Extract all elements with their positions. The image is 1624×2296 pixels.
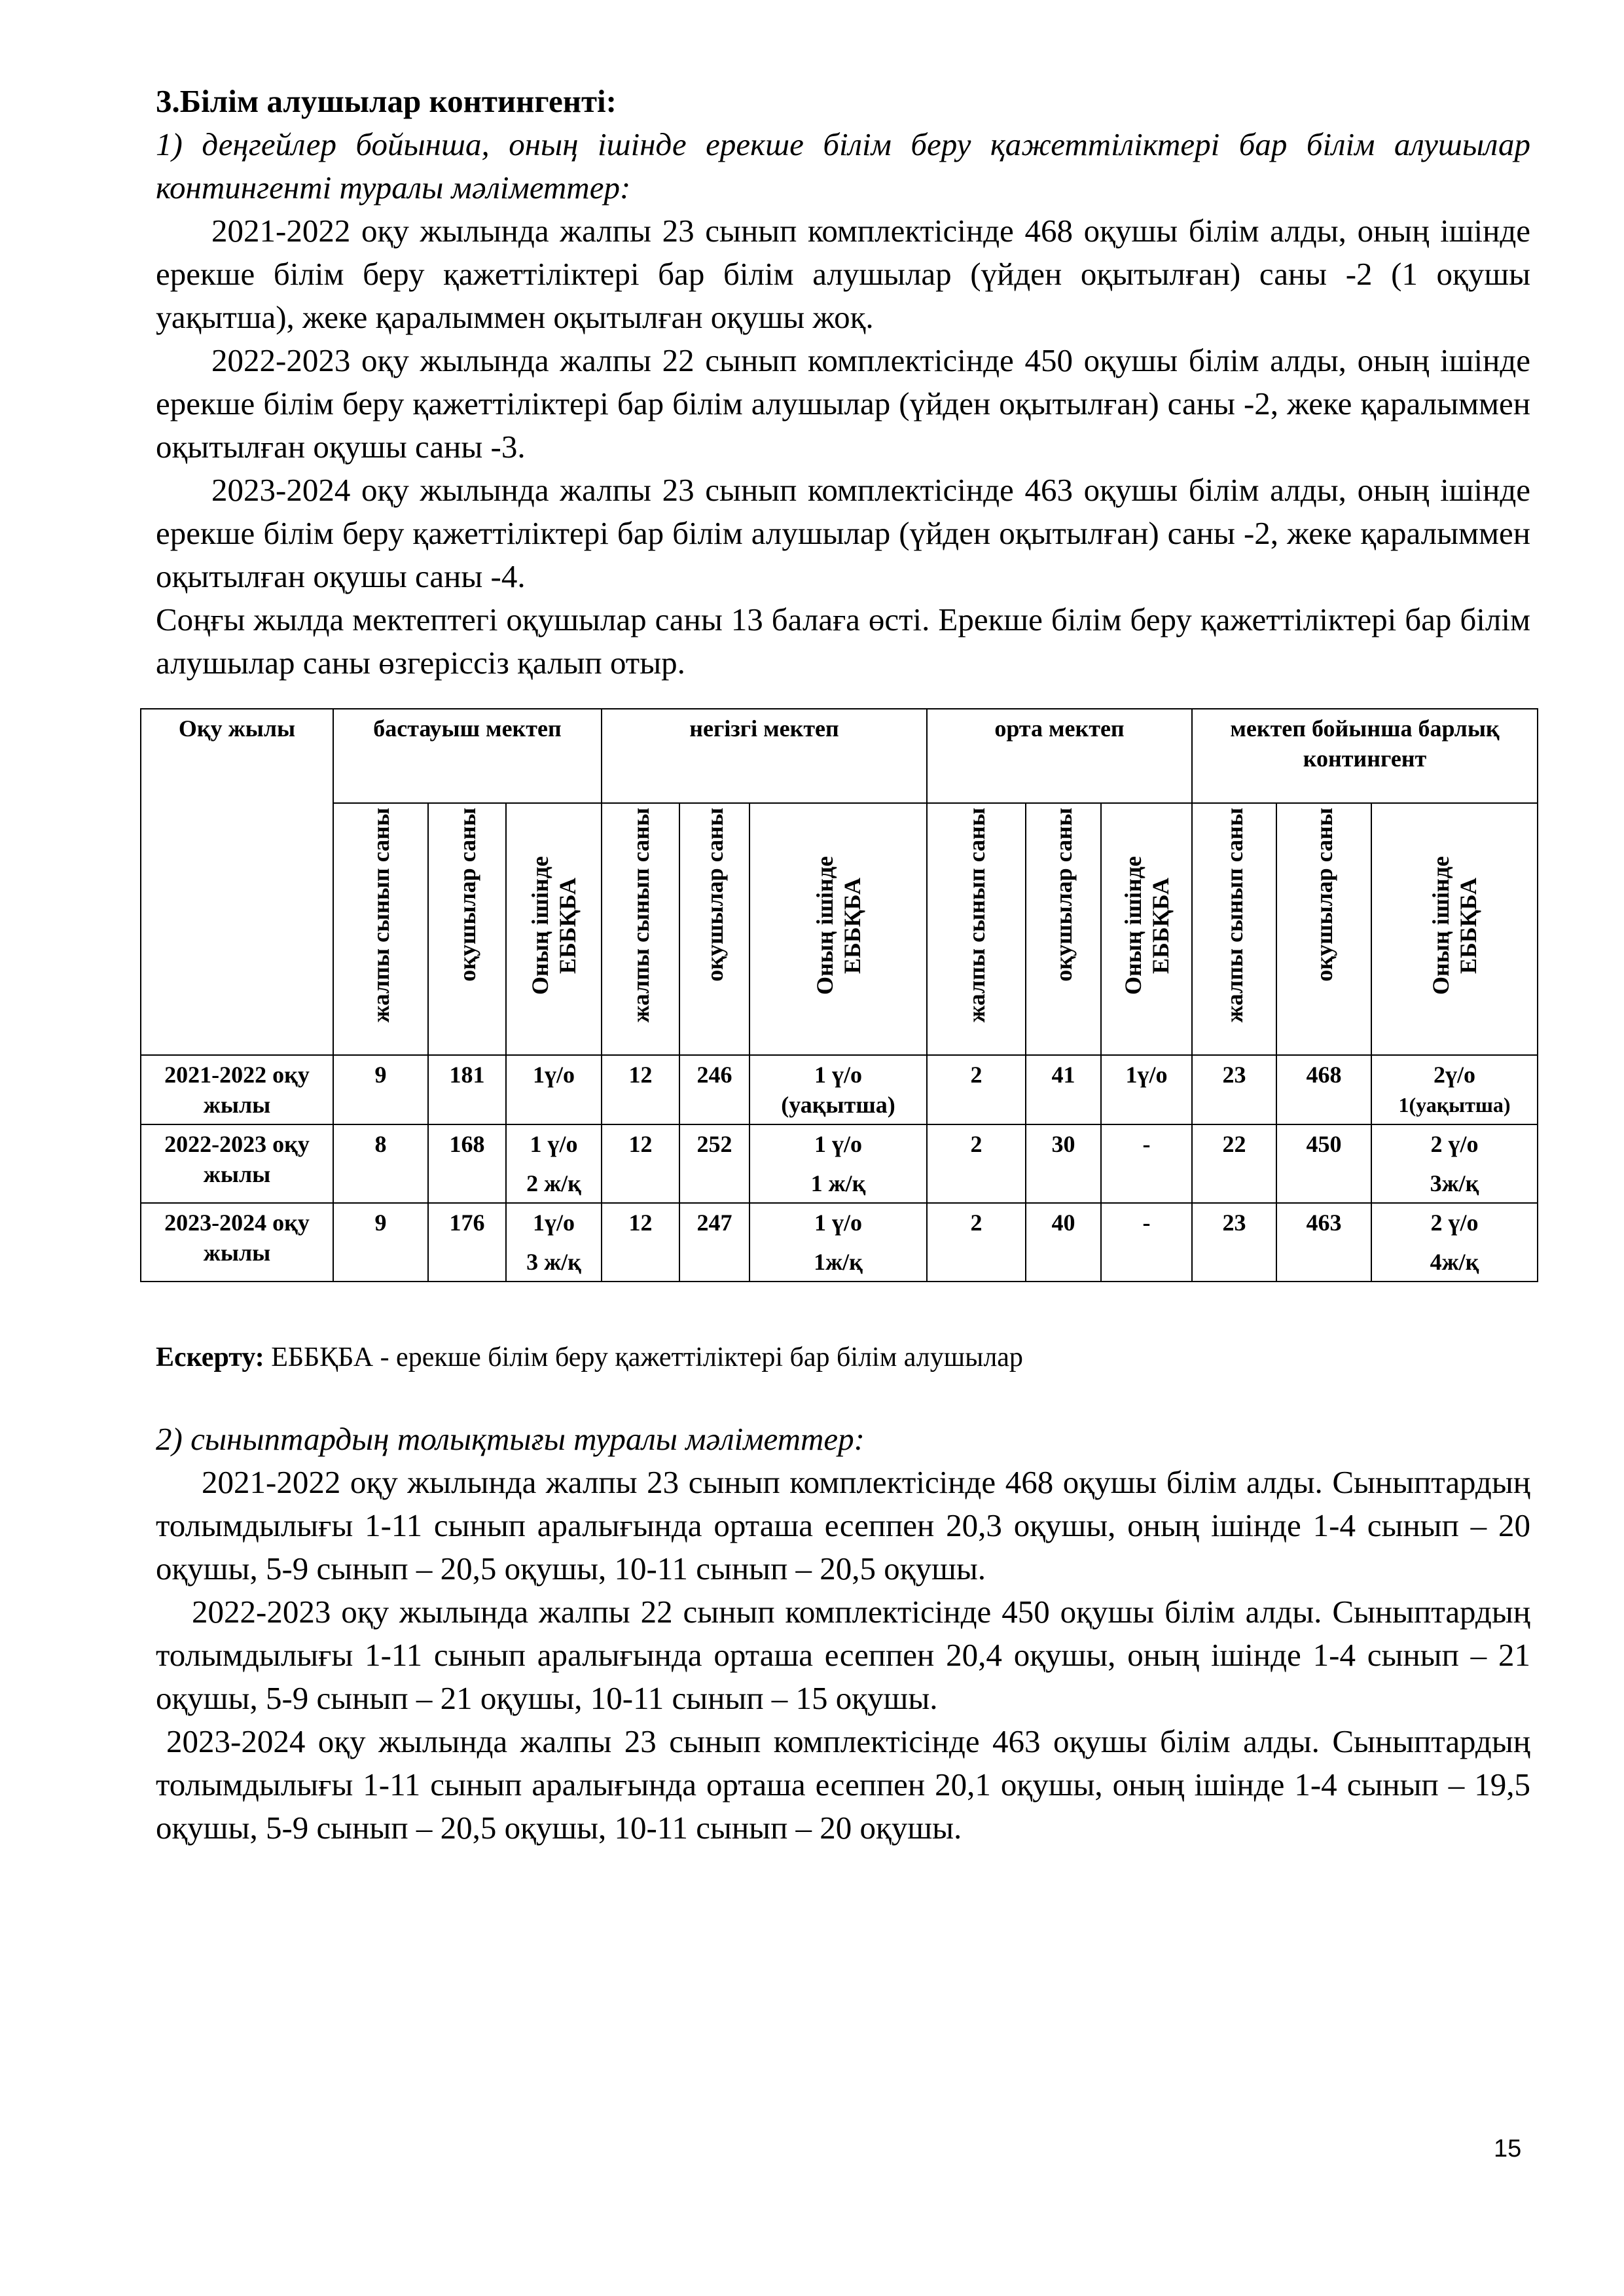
table-cell <box>1371 1203 1538 1282</box>
table-body <box>141 1055 1538 1282</box>
subheader-students: оқушылар саны <box>428 803 506 1055</box>
year-header: Оқу жылы <box>141 709 333 1055</box>
cell-text: 246 <box>696 1062 732 1088</box>
cell-text: 12 <box>628 1131 653 1157</box>
cell-text: - <box>1142 1131 1151 1157</box>
table-cell <box>1192 1203 1276 1282</box>
subheader-sen: Оның ішінде ЕББҚБА <box>1101 803 1192 1055</box>
cell-text: 4ж/қ <box>1430 1249 1479 1275</box>
cell-text: 1 ү/о <box>530 1131 578 1157</box>
subheader-classes: жалпы сынып саны <box>602 803 679 1055</box>
cell-text: 181 <box>449 1062 485 1088</box>
table-cell <box>1192 1055 1276 1124</box>
cell-text: 3 ж/қ <box>526 1249 581 1275</box>
footnote <box>156 1342 1023 1373</box>
header-row-subheaders <box>141 803 1538 1055</box>
group-header-secondary: орта мектеп <box>927 709 1192 803</box>
table-cell <box>1276 1203 1371 1282</box>
subheader-students: оқушылар саны <box>679 803 749 1055</box>
section-1 <box>156 80 1530 685</box>
table-cell <box>1101 1203 1192 1282</box>
cell-text: 1ү/о <box>532 1210 575 1236</box>
footnote-label: Ескерту: <box>156 1342 264 1372</box>
section-heading: 3.Білім алушылар контингенті: <box>156 83 617 119</box>
table-cell <box>333 1203 428 1282</box>
cell-text: 1 ү/о <box>814 1062 862 1088</box>
paragraph-2022: 2022-2023 оқу жылында жалпы 22 сынып комплектісінде 450 оқушы білім алды, оның ішінде ерекше білім беру қажеттіліктері бар білім алушылар (үйден оқытылған) саны -2, жеке қаралыммен оқытылған оқушы саны -3. <box>156 342 1530 465</box>
cell-text: 23 <box>1222 1210 1246 1236</box>
table-cell <box>333 1124 428 1203</box>
table-cell <box>602 1124 679 1203</box>
page-number: 15 <box>1494 2135 1522 2162</box>
row-year: 2022-2023 оқу жылы <box>141 1124 333 1203</box>
table-cell <box>1101 1055 1192 1124</box>
cell-text: 1ү/о <box>1125 1062 1168 1088</box>
fill-paragraph-2023: 2023-2024 оқу жылында жалпы 23 сынып комплектісінде 463 оқушы білім алды. Сыныптардың толымдылығы 1-11 сынып аралығында орташа есеппен 20,1 оқушы, оның ішінде 1-4 сынып – 19,5 оқушы, 5-9 сынып – 20,5 оқушы, 10-11 сынып – 20 оқушы. <box>156 1723 1530 1846</box>
cell-text: 2 ү/о <box>1430 1131 1479 1157</box>
cell-text: 1 ү/о <box>814 1131 862 1157</box>
cell-text: 1 ж/қ <box>810 1170 866 1196</box>
group-header-primary: бастауыш мектеп <box>333 709 602 803</box>
cell-text: 1ү/о <box>532 1062 575 1088</box>
cell-text: 176 <box>449 1210 485 1236</box>
table-cell <box>679 1124 749 1203</box>
subheader-sen: Оның ішінде ЕББҚБА <box>1371 803 1538 1055</box>
cell-text: 252 <box>696 1131 732 1157</box>
cell-text: 1(уақытша) <box>1398 1093 1511 1117</box>
cell-text: 12 <box>628 1210 653 1236</box>
table-cell <box>1276 1124 1371 1203</box>
footnote-text: ЕББҚБА - ерекше білім беру қажеттіліктері бар білім алушылар <box>264 1342 1023 1372</box>
fill-paragraph-2021: 2021-2022 оқу жылында жалпы 23 сынып комплектісінде 468 оқушы білім алды. Сыныптардың толымдылығы 1-11 сынып аралығында орташа есеппен 20,3 оқушы, оның ішінде 1-4 сынып – 20 оқушы, 5-9 сынып – 20,5 оқушы, 10-11 сынып – 20,5 оқушы. <box>156 1464 1530 1587</box>
cell-text: 247 <box>696 1210 732 1236</box>
table-row <box>141 1203 1538 1282</box>
cell-text: 23 <box>1222 1062 1246 1088</box>
subheader-classes: жалпы сынып саны <box>1192 803 1276 1055</box>
row-year: 2023-2024 оқу жылы <box>141 1203 333 1282</box>
table-cell <box>927 1124 1026 1203</box>
table-cell <box>1026 1203 1101 1282</box>
table-cell <box>602 1055 679 1124</box>
table-cell <box>428 1055 506 1124</box>
cell-text: 12 <box>628 1062 653 1088</box>
row-year: 2021-2022 оқу жылы <box>141 1055 333 1124</box>
table-cell <box>1371 1055 1538 1124</box>
cell-text: 463 <box>1306 1210 1342 1236</box>
table-cell <box>1026 1055 1101 1124</box>
cell-text: 2 <box>970 1210 983 1236</box>
subheader-classes: жалпы сынып саны <box>333 803 428 1055</box>
cell-text: 2 ү/о <box>1430 1210 1479 1236</box>
subheading-class-fill: 2) сыныптардың толықтығы туралы мәліметтер: <box>156 1421 865 1457</box>
table-row <box>141 1124 1538 1203</box>
cell-text: 22 <box>1222 1131 1246 1157</box>
table-cell <box>1371 1124 1538 1203</box>
cell-text: 2ү/о <box>1434 1062 1476 1088</box>
contingent-table <box>140 708 1538 1282</box>
subheader-students: оқушылар саны <box>1026 803 1101 1055</box>
table-cell <box>749 1055 927 1124</box>
table-cell <box>506 1203 602 1282</box>
cell-text: 2 <box>970 1131 983 1157</box>
summary-paragraph: Соңғы жылда мектептегі оқушылар саны 13 балаға өсті. Ерекше білім беру қажеттіліктері бар білім алушылар саны өзгеріссіз қалып отыр. <box>156 601 1530 681</box>
cell-text: 9 <box>374 1210 387 1236</box>
table-cell <box>679 1203 749 1282</box>
table-cell <box>602 1203 679 1282</box>
cell-text: 1 ү/о <box>814 1210 862 1236</box>
cell-text: 2 <box>970 1062 983 1088</box>
table-cell <box>428 1203 506 1282</box>
cell-text: 450 <box>1306 1131 1342 1157</box>
table-cell <box>1026 1124 1101 1203</box>
paragraph-2021: 2021-2022 оқу жылында жалпы 23 сынып комплектісінде 468 оқушы білім алды, оның ішінде ерекше білім беру қажеттіліктері бар білім алушылар (үйден оқытылған) саны -2 (1 оқушы уақытша), жеке қаралыммен оқытылған оқушы жоқ. <box>156 213 1530 335</box>
fill-paragraph-2022: 2022-2023 оқу жылында жалпы 22 сынып комплектісінде 450 оқушы білім алды. Сыныптардың толымдылығы 1-11 сынып аралығында орташа есеппен 20,4 оқушы, оның ішінде 1-4 сынып – 21 оқушы, 5-9 сынып – 21 оқушы, 10-11 сынып – 15 оқушы. <box>156 1594 1530 1716</box>
cell-text: 468 <box>1306 1062 1342 1088</box>
cell-text: 9 <box>374 1062 387 1088</box>
cell-text: 30 <box>1051 1131 1075 1157</box>
subheader-sen: Оның ішінде ЕББҚБА <box>506 803 602 1055</box>
cell-text: 8 <box>374 1131 387 1157</box>
subheader-sen: Оның ішінде ЕББҚБА <box>749 803 927 1055</box>
table-cell <box>1276 1055 1371 1124</box>
subheader-classes: жалпы сынып саны <box>927 803 1026 1055</box>
table-cell <box>749 1124 927 1203</box>
cell-text: 1ж/қ <box>814 1249 863 1275</box>
cell-text: (уақытша) <box>781 1092 895 1118</box>
table-cell <box>333 1055 428 1124</box>
table-cell <box>927 1203 1026 1282</box>
cell-text: 41 <box>1051 1062 1075 1088</box>
group-header-total: мектеп бойынша барлық контингент <box>1192 709 1538 803</box>
paragraph-2023: 2023-2024 оқу жылында жалпы 23 сынып комплектісінде 463 оқушы білім алды, оның ішінде ерекше білім беру қажеттіліктері бар білім алушылар (үйден оқытылған) саны -2, жеке қаралыммен оқытылған оқушы саны -4. <box>156 472 1530 594</box>
table-cell <box>506 1055 602 1124</box>
table-cell <box>1101 1124 1192 1203</box>
table-cell <box>506 1124 602 1203</box>
table-cell <box>1192 1124 1276 1203</box>
cell-text: - <box>1142 1210 1151 1236</box>
table-cell <box>927 1055 1026 1124</box>
cell-text: 168 <box>449 1131 485 1157</box>
subheader-students: оқушылар саны <box>1276 803 1371 1055</box>
cell-text: 2 ж/қ <box>526 1170 581 1196</box>
table-cell <box>679 1055 749 1124</box>
table-row <box>141 1055 1538 1124</box>
group-header-basic: негізгі мектеп <box>602 709 927 803</box>
subheading-levels: 1) деңгейлер бойынша, оның ішінде ерекше білім беру қажеттіліктері бар білім алушылар контингенті туралы мәліметтер: <box>156 126 1530 206</box>
cell-text: 40 <box>1051 1210 1075 1236</box>
table-cell <box>428 1124 506 1203</box>
table-cell <box>749 1203 927 1282</box>
header-row-groups <box>141 709 1538 803</box>
cell-text: 3ж/қ <box>1430 1170 1479 1196</box>
section-2 <box>156 1418 1530 1850</box>
